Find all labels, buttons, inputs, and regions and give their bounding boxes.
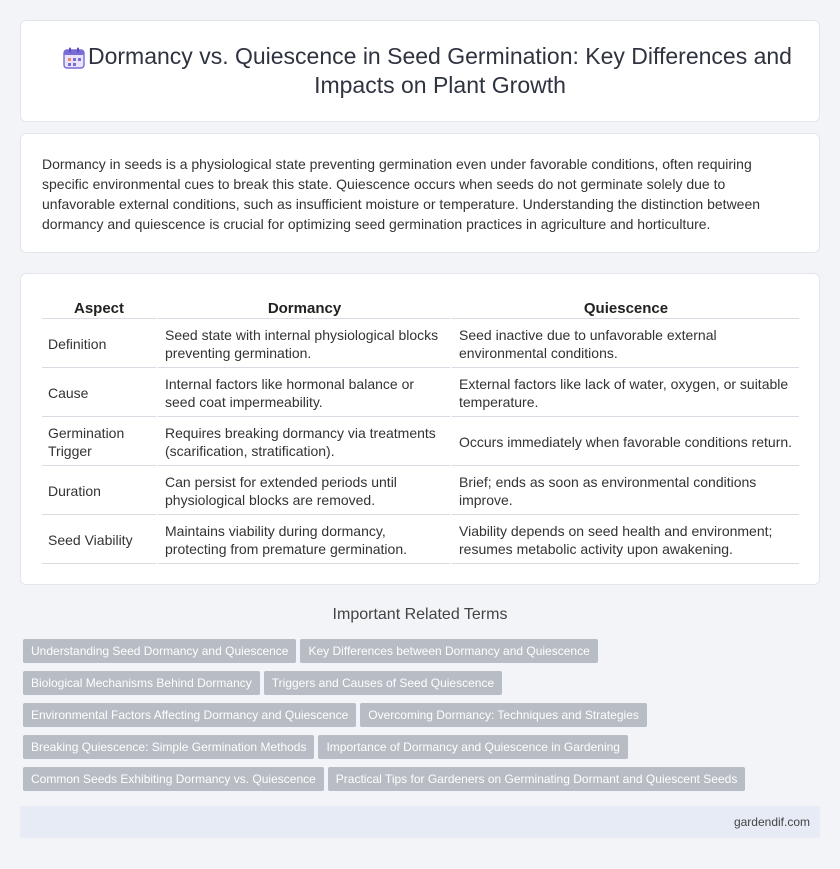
quiescence-cell: Seed inactive due to unfavorable external environmental conditions. bbox=[450, 319, 799, 368]
aspect-cell: Definition bbox=[42, 319, 156, 368]
table-row bbox=[42, 417, 799, 466]
related-term-tag[interactable]: Overcoming Dormancy: Techniques and Strategies bbox=[360, 703, 647, 727]
table-row bbox=[42, 319, 799, 368]
intro-paragraph: Dormancy in seeds is a physiological state preventing germination even under favorable conditions, often requiring specific environmental cues to break this state. Quiescence occurs when seeds do not germinate solely due to unfavorable external conditions, such as insufficient moisture or temperature. Understanding the distinction between dormancy and quiescence is crucial for optimizing seed germination practices in agriculture and horticulture. bbox=[42, 156, 761, 232]
quiescence-cell: Viability depends on seed health and environment; resumes metabolic activity upon awakening. bbox=[450, 515, 799, 564]
dormancy-cell: Requires breaking dormancy via treatments (scarification, stratification). bbox=[156, 417, 450, 466]
related-term-tag[interactable]: Triggers and Causes of Seed Quiescence bbox=[264, 671, 502, 695]
dormancy-cell: Maintains viability during dormancy, protecting from premature germination. bbox=[156, 515, 450, 564]
related-terms-heading: Important Related Terms bbox=[332, 606, 508, 623]
aspect-cell: Cause bbox=[42, 368, 156, 417]
comparison-table bbox=[42, 296, 799, 564]
dormancy-cell: Can persist for extended periods until physiological blocks are removed. bbox=[156, 466, 450, 515]
related-term-tag[interactable]: Common Seeds Exhibiting Dormancy vs. Quiescence bbox=[23, 767, 324, 791]
quiescence-cell: Occurs immediately when favorable conditions return. bbox=[450, 417, 799, 466]
comparison-card bbox=[20, 273, 820, 585]
footer-site-name[interactable]: gardendif.com bbox=[733, 815, 810, 829]
quiescence-cell: Brief; ends as soon as environmental conditions improve. bbox=[450, 466, 799, 515]
dormancy-cell: Internal factors like hormonal balance or seed coat impermeability. bbox=[156, 368, 450, 417]
related-term-tag[interactable]: Understanding Seed Dormancy and Quiescence bbox=[23, 639, 296, 663]
column-header-aspect: Aspect bbox=[42, 296, 156, 319]
quiescence-cell: External factors like lack of water, oxygen, or suitable temperature. bbox=[450, 368, 799, 417]
related-term-tag[interactable]: Biological Mechanisms Behind Dormancy bbox=[23, 671, 260, 695]
table-row bbox=[42, 515, 799, 564]
related-term-tag[interactable]: Key Differences between Dormancy and Quiescence bbox=[300, 639, 597, 663]
table-row bbox=[42, 466, 799, 515]
aspect-cell: Germination Trigger bbox=[42, 417, 156, 466]
aspect-cell: Seed Viability bbox=[42, 515, 156, 564]
related-terms-list bbox=[23, 639, 803, 799]
page-title: Dormancy vs. Quiescence in Seed Germination: Key Differences and Impacts on Plant Growth bbox=[88, 43, 792, 98]
related-term-tag[interactable]: Importance of Dormancy and Quiescence in Gardening bbox=[318, 735, 628, 759]
intro-card bbox=[20, 133, 820, 253]
column-header-quiescence: Quiescence bbox=[450, 296, 799, 319]
footer-bar bbox=[20, 806, 820, 838]
related-term-tag[interactable]: Breaking Quiescence: Simple Germination Methods bbox=[23, 735, 314, 759]
column-header-dormancy: Dormancy bbox=[156, 296, 450, 319]
dormancy-cell: Seed state with internal physiological blocks preventing germination. bbox=[156, 319, 450, 368]
header-card bbox=[20, 20, 820, 122]
aspect-cell: Duration bbox=[42, 466, 156, 515]
table-row bbox=[42, 368, 799, 417]
table-header-row bbox=[42, 296, 799, 319]
related-term-tag[interactable]: Practical Tips for Gardeners on Germinating Dormant and Quiescent Seeds bbox=[328, 767, 746, 791]
related-term-tag[interactable]: Environmental Factors Affecting Dormancy and Quiescence bbox=[23, 703, 356, 727]
